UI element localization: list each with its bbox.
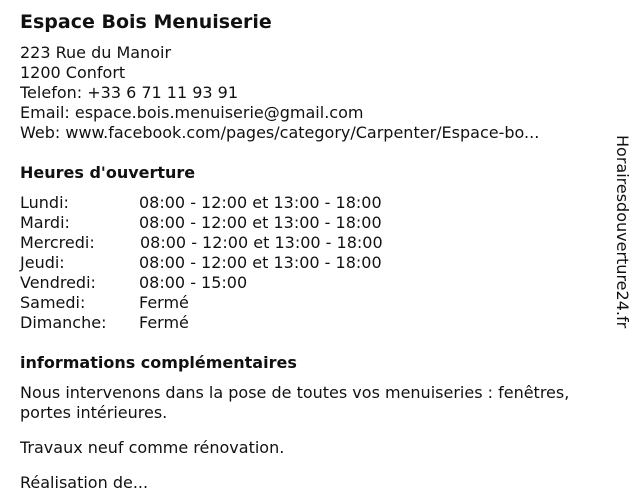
hours-row [20,293,618,313]
hours-time: 08:00 - 12:00 et 13:00 - 18:00 [139,253,382,272]
hours-row [20,233,618,253]
hours-time: 08:00 - 15:00 [139,273,248,292]
website-link: Web: www.facebook.com/pages/category/Carpenter/Espace-bo... [20,123,540,142]
opening-hours-table [20,193,618,333]
hours-row [20,253,618,273]
site-watermark: Horairesdouverture24.fr [613,135,632,329]
hours-time: 08:00 - 12:00 et 13:00 - 18:00 [139,213,382,232]
hours-day: Vendredi: [20,273,96,292]
hours-row [20,193,618,213]
phone-number: Telefon: +33 6 71 11 93 91 [20,83,239,102]
hours-time: 08:00 - 12:00 et 13:00 - 18:00 [139,193,382,212]
business-name: Espace Bois Menuiserie [20,11,272,33]
hours-time: Fermé [139,313,189,332]
contact-block [20,43,618,143]
hours-row [20,313,618,333]
opening-hours-heading: Heures d'ouverture [20,163,196,182]
additional-info-heading: informations complémentaires [20,353,297,372]
hours-row [20,273,618,293]
hours-day: Jeudi: [20,253,65,272]
hours-day: Lundi: [20,193,69,212]
address-line-2: 1200 Confort [20,63,126,82]
hours-day: Mercredi: [20,233,95,252]
info-paragraph: Travaux neuf comme rénovation. [20,438,285,457]
hours-time: 08:00 - 12:00 et 13:00 - 18:00 [140,233,383,252]
hours-day: Mardi: [20,213,70,232]
hours-day: Dimanche: [20,313,107,332]
info-paragraph: Nous intervenons dans la pose de toutes vos menuiseries : fenêtres, portes intérieures. [20,383,570,422]
hours-row [20,213,618,233]
hours-time: Fermé [139,293,189,312]
business-card [20,10,618,493]
info-paragraph: Réalisation de... [20,473,149,492]
email-address: Email: espace.bois.menuiserie@gmail.com [20,103,364,122]
hours-day: Samedi: [20,293,86,312]
address-line-1: 223 Rue du Manoir [20,43,172,62]
